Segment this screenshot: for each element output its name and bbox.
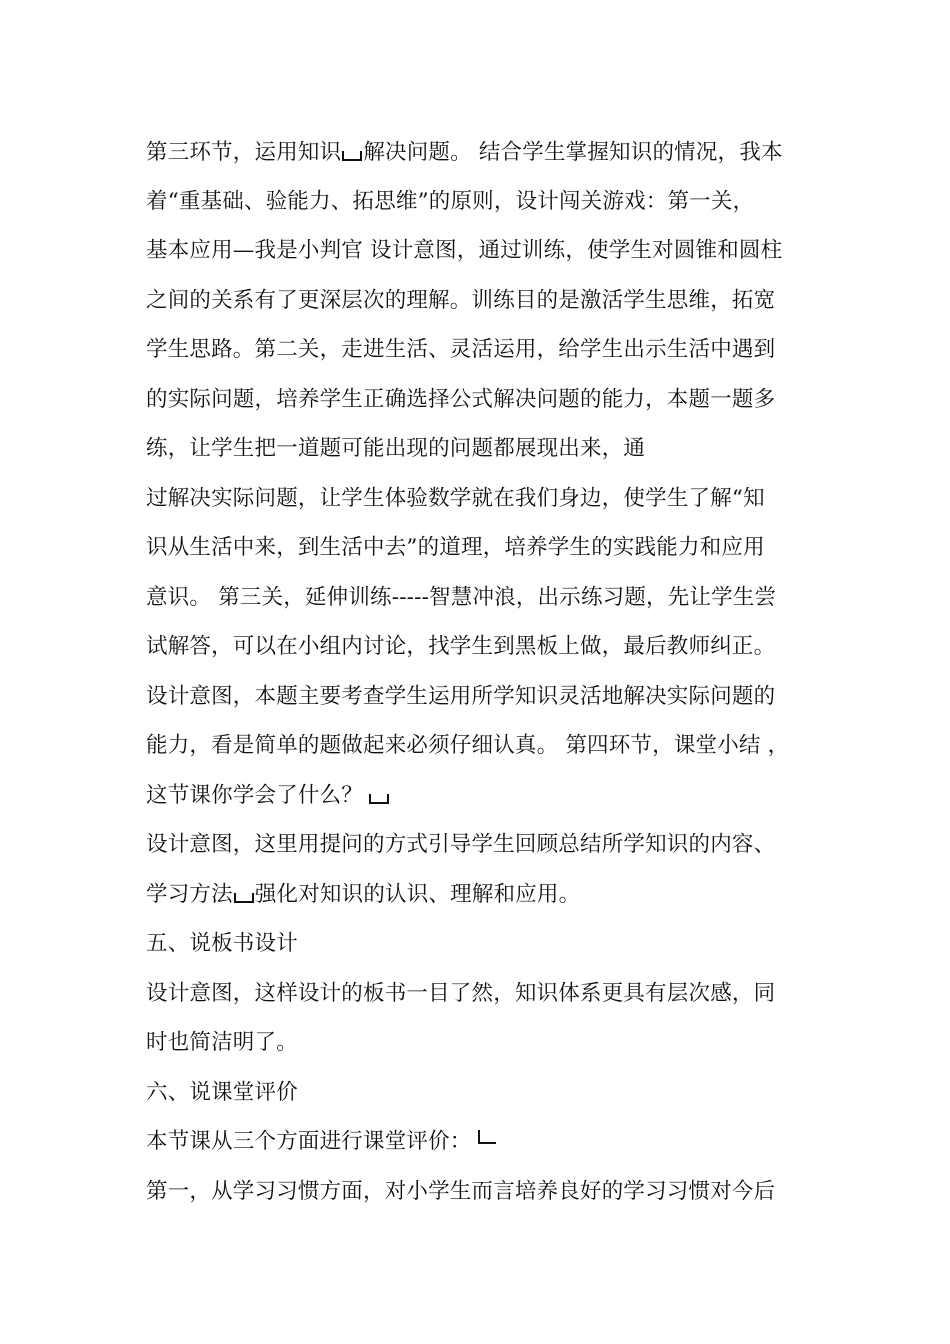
text-run: 学习方法 xyxy=(146,882,233,907)
text-run: 这节课你学会了什么？ xyxy=(146,783,364,808)
underline-mark xyxy=(369,794,389,804)
text-run: 本节课从三个方面进行课堂评价： xyxy=(146,1129,472,1154)
text-line: 着“重基础、验能力、拓思维”的原则，设计闯关游戏：第一关， xyxy=(146,189,755,214)
text-line xyxy=(146,139,826,167)
text-line: 设计意图，本题主要考查学生运用所学知识灵活地解决实际问题的 xyxy=(146,684,776,709)
text-line: 的实际问题，培养学生正确选择公式解决问题的能力，本题一题多 xyxy=(146,387,776,412)
text-line: 时也简洁明了。 xyxy=(146,1030,298,1055)
text-line: 设计意图，这里用提问的方式引导学生回顾总结所学知识的内容、 xyxy=(146,832,776,857)
text-line: 之间的关系有了更深层次的理解。训练目的是激活学生思维，拓宽 xyxy=(146,288,776,313)
text-run: 强化对知识的认识、理解和应用。 xyxy=(254,882,581,907)
text-run: 解决问题。 结合学生掌握知识的情况，我本 xyxy=(363,140,783,165)
text-line: 基本应用—我是小判官 设计意图，通过训练，使学生对圆锥和圆柱 xyxy=(146,238,783,263)
corner-mark xyxy=(478,1130,496,1144)
text-line: 试解答，可以在小组内讨论，找学生到黑板上做，最后教师纠正。 xyxy=(146,634,776,659)
section-heading: 五、说板书设计 xyxy=(146,931,298,956)
underline-mark xyxy=(342,151,362,161)
text-line: 学生思路。第二关，走进生活、灵活运用，给学生出示生活中遇到 xyxy=(146,337,776,362)
text-line: 设计意图，这样设计的板书一目了然，知识体系更具有层次感，同 xyxy=(146,981,776,1006)
text-line xyxy=(146,881,826,909)
text-line: 意识。 第三关，延伸训练-----智慧冲浪，出示练习题，先让学生尝 xyxy=(146,585,777,610)
text-line: 能力，看是简单的题做起来必须仔细认真。 第四环节，课堂小结 ， xyxy=(146,733,790,758)
text-line: 过解决实际问题，让学生体验数学就在我们身边，使学生了解“知 xyxy=(146,486,765,511)
text-line xyxy=(146,1128,826,1156)
text-line xyxy=(146,782,826,810)
section-heading: 六、说课堂评价 xyxy=(146,1080,298,1105)
text-line: 识从生活中来，到生活中去”的道理，培养学生的实践能力和应用 xyxy=(146,535,765,560)
text-run: 第三环节，运用知识 xyxy=(146,140,342,165)
text-line: 练，让学生把一道题可能出现的问题都展现出来，通 xyxy=(146,436,646,461)
underline-mark xyxy=(234,893,254,903)
text-line: 第一，从学习习惯方面，对小学生而言培养良好的学习习惯对今后 xyxy=(146,1179,776,1204)
